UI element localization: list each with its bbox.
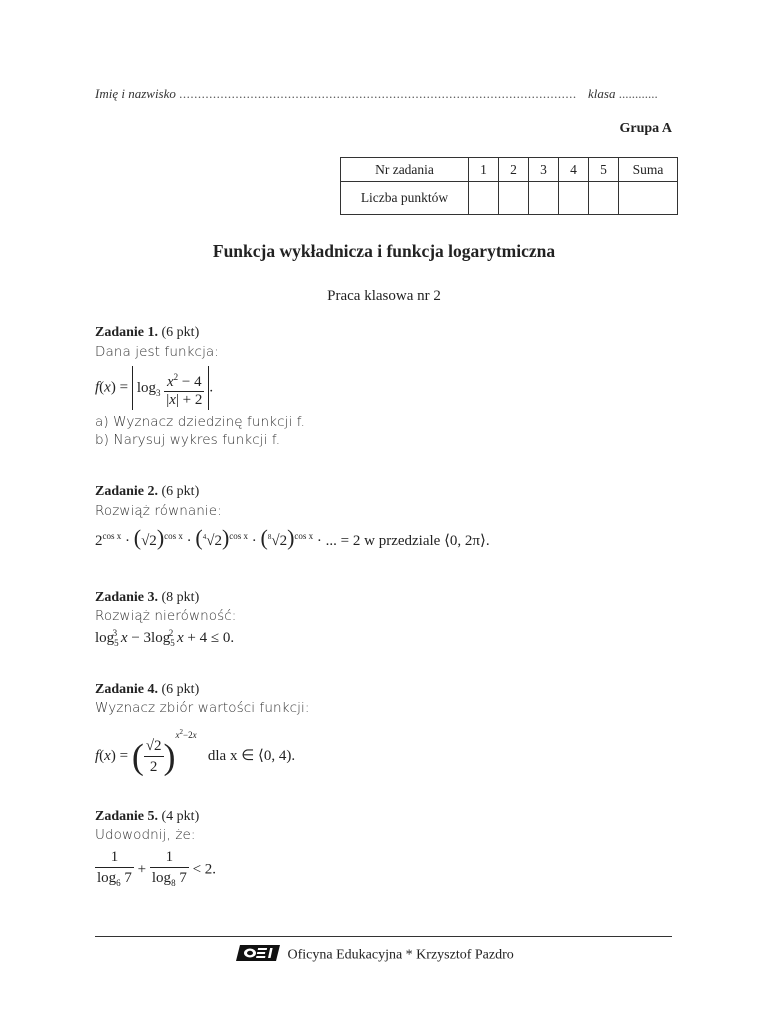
task-1-heading	[95, 325, 199, 341]
score-table	[340, 157, 678, 215]
task-number: Zadanie 1.	[95, 325, 159, 340]
table-row	[341, 182, 678, 215]
task-number: Zadanie 2.	[95, 484, 159, 499]
score-cell	[589, 182, 619, 215]
table-header-cell: 3	[529, 158, 559, 182]
table-row-label: Nr zadania	[341, 158, 469, 182]
task-2-tail: · ... = 2 w przedziale ⟨0, 2π⟩.	[316, 533, 490, 549]
score-cell	[559, 182, 589, 215]
oe-logo-icon	[236, 944, 280, 967]
task-3-heading	[95, 590, 199, 606]
task-number: Zadanie 5.	[95, 809, 159, 824]
task-points: (8 pkt)	[161, 590, 200, 605]
table-row	[341, 158, 678, 182]
task-5-formula: $\frac{1}{\log_6 7}$ + $\frac{1}{\log_8 7}$ < 2.	[95, 847, 216, 893]
class-label: klasa	[588, 86, 616, 101]
task-points: (6 pkt)	[161, 325, 200, 340]
task-4-formula: f(x) = ( $\frac{√2}{2}$ )$^{x^2-2x}$ dla x ∈ ⟨0, 4).	[95, 728, 296, 777]
score-cell	[469, 182, 499, 215]
task-3-formula: $\log_5^3 x - 3\log_5^2$ x + 4 ≤ 0.	[95, 628, 235, 648]
task-1-part-b: b) Narysuj wykres funkcji f.	[95, 432, 281, 448]
task-3-intro: Rozwiąż nierówność:	[95, 608, 237, 624]
task-5-heading	[95, 809, 199, 825]
task-points: (6 pkt)	[161, 682, 200, 697]
task-points: (6 pkt)	[161, 484, 200, 499]
task-2-heading	[95, 484, 199, 500]
task-1-part-a: a) Wyznacz dziedzinę funkcji f.	[95, 414, 305, 430]
name-label: Imię i nazwisko	[95, 86, 176, 101]
task-2-formula: $2^{cos x} \cdot (√2)^{cos x} \cdot (^4√2)^{cos x} \cdot (^8√2)^{cos x}$ · ... = 2 w przedziale ⟨0, 2π⟩.	[95, 525, 490, 550]
score-cell	[619, 182, 678, 215]
task-1-intro: Dana jest funkcja:	[95, 344, 219, 360]
name-dots: ..........................................................................................................	[179, 86, 577, 101]
task-number: Zadanie 4.	[95, 682, 159, 697]
table-header-cell: 4	[559, 158, 589, 182]
score-cell	[499, 182, 529, 215]
table-header-cell: 1	[469, 158, 499, 182]
class-field	[588, 86, 658, 102]
table-header-cell: 2	[499, 158, 529, 182]
page-subtitle: Praca klasowa nr 2	[327, 288, 441, 304]
class-dots: ............	[618, 86, 658, 101]
task-number: Zadanie 3.	[95, 590, 159, 605]
task-points: (4 pkt)	[161, 809, 200, 824]
table-header-cell: Suma	[619, 158, 678, 182]
task-5-intro: Udowodnij, że:	[95, 827, 196, 843]
score-cell	[529, 182, 559, 215]
group-label: Grupa A	[619, 121, 672, 136]
task-4-intro: Wyznacz zbiór wartości funkcji:	[95, 700, 310, 716]
task-4-tail: dla x ∈ ⟨0, 4).	[207, 748, 296, 764]
task-4-heading	[95, 682, 199, 698]
footer-text: Oficyna Edukacyjna * Krzysztof Pazdro	[287, 947, 514, 963]
table-row-label: Liczba punktów	[341, 182, 469, 215]
name-field	[95, 86, 577, 102]
footer	[236, 944, 514, 967]
task-1-formula: $f(x) = \log_3$ $\frac{x^2 - 4}{|x| + 2}$ .	[95, 366, 213, 410]
task-2-intro: Rozwiąż równanie:	[95, 503, 222, 519]
table-header-cell: 5	[589, 158, 619, 182]
page-title: Funkcja wykładnicza i funkcja logarytmiczna	[212, 241, 556, 261]
footer-divider	[95, 936, 672, 937]
